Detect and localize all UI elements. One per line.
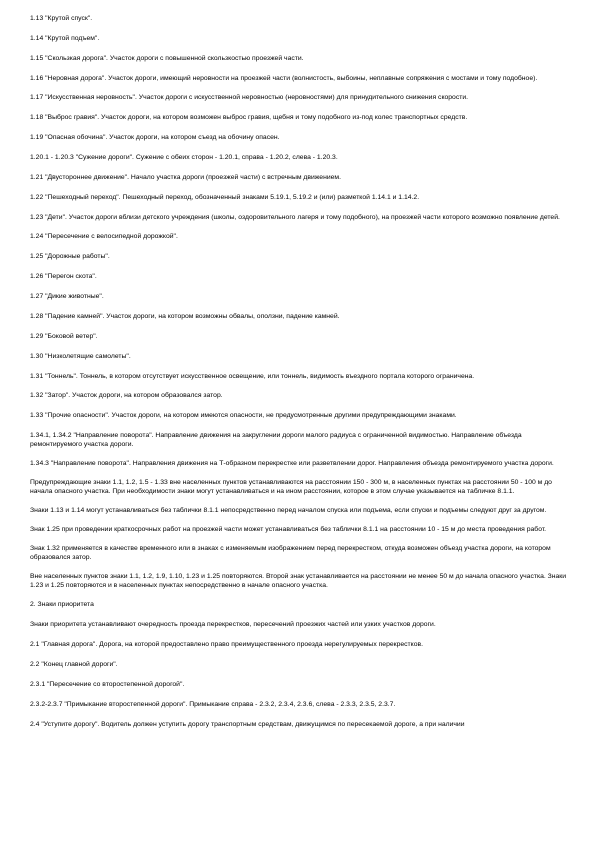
paragraph: 1.31 "Тоннель". Тоннель, в котором отсутствует искусственное освещение, или тоннель, видимость въездного портала которого ограничена. [30, 373, 475, 380]
paragraph: 1.19 "Опасная обочина". Участок дороги, на котором съезд на обочину опасен. [30, 134, 280, 141]
paragraph: Знак 1.25 при проведении краткосрочных работ на проезжей части может устанавливаться без таблички 8.1.1 на расстоянии 10 - 15 м до места проведения работ. [30, 526, 547, 533]
paragraph: 1.30 "Низколетящие самолеты". [30, 353, 131, 360]
paragraph: 1.16 "Неровная дорога". Участок дороги, имеющий неровности на проезжей части (волнистость, выбоины, неплавные сопряжения с мостами и тому подобное). [30, 75, 538, 82]
paragraph: 1.20.1 - 1.20.3 "Сужение дороги". Сужение с обеих сторон - 1.20.1, справа - 1.20.2, слева - 1.20.3. [30, 154, 338, 161]
section-heading: 2. Знаки приоритета [30, 601, 94, 608]
paragraph: Знак 1.32 применяется в качестве временного или в знаках с изменяемым изображением перед перекрестком, откуда возможен объезд участка дороги, на котором образовался затор. [30, 545, 551, 561]
paragraph: 1.28 "Падение камней". Участок дороги, на котором возможны обвалы, оползни, падение камней. [30, 313, 340, 320]
paragraph: 1.32 "Затор". Участок дороги, на котором образовался затор. [30, 392, 223, 399]
paragraph: 2.1 "Главная дорога". Дорога, на которой предоставлено право преимущественного проезда нерегулируемых перекрестков. [30, 641, 424, 648]
paragraph: Вне населенных пунктов знаки 1.1, 1.2, 1.9, 1.10, 1.23 и 1.25 повторяются. Второй знак устанавливается на расстоянии не менее 50 м до начала опасного участка. Знаки 1.23 и 1.25 повторяются и в населенных пунктах непосредственно в начале опасного участка. [30, 573, 567, 589]
paragraph: 1.18 "Выброс гравия". Участок дороги, на котором возможен выброс гравия, щебня и тому подобного из-под колес транспортных средств. [30, 114, 468, 121]
paragraph: 2.4 "Уступите дорогу". Водитель должен уступить дорогу транспортным средствам, движущимся по пересекаемой дороге, а при наличии [30, 721, 465, 728]
paragraph: 2.3.2-2.3.7 "Примыкание второстепенной дороги". Примыкание справа - 2.3.2, 2.3.4, 2.3.6, слева - 2.3.3, 2.3.5, 2.3.7. [30, 701, 396, 708]
paragraph: 1.14 "Крутой подъем". [30, 35, 100, 42]
paragraph: 2.3.1 "Пересечение со второстепенной дорогой". [30, 681, 185, 688]
paragraph: 1.29 "Боковой ветер". [30, 333, 98, 340]
paragraph: 1.15 "Скользкая дорога". Участок дороги с повышенной скользкостью проезжей части. [30, 55, 304, 62]
paragraph: 1.33 "Прочие опасности". Участок дороги, на котором имеются опасности, не предусмотренные другими предупреждающими знаками. [30, 412, 457, 419]
document-page [30, 14, 570, 740]
paragraph: 1.27 "Дикие животные". [30, 293, 104, 300]
paragraph: 1.24 "Пересечение с велосипедной дорожкой". [30, 233, 178, 240]
paragraph: Знаки приоритета устанавливают очередность проезда перекрестков, пересечений проезжих частей или узких участков дороги. [30, 621, 436, 628]
paragraph: 1.26 "Перегон скота". [30, 273, 97, 280]
paragraph: Знаки 1.13 и 1.14 могут устанавливаться без таблички 8.1.1 непосредственно перед началом спуска или подъема, если спуски и подъемы следуют друг за другом. [30, 507, 547, 514]
paragraph: 2.2 "Конец главной дороги". [30, 661, 118, 668]
paragraph: 1.25 "Дорожные работы". [30, 253, 110, 260]
paragraph: 1.34.1, 1.34.2 "Направление поворота". Направление движения на закруглении дороги малого радиуса с ограниченной видимостью. Направление объезда ремонтируемого участка дороги. [30, 432, 522, 448]
paragraph: 1.17 "Искусственная неровность". Участок дороги с искусственной неровностью (неровностями) для принудительного снижения скорости. [30, 94, 469, 101]
paragraph: 1.22 "Пешеходный переход". Пешеходный переход, обозначенный знаками 5.19.1, 5.19.2 и (или) разметкой 1.14.1 и 1.14.2. [30, 194, 420, 201]
paragraph: 1.34.3 "Направление поворота". Направления движения на Т-образном перекрестке или разветвлении дорог. Направления объезда ремонтируемого участка дороги. [30, 460, 554, 467]
paragraph: 1.23 "Дети". Участок дороги вблизи детского учреждения (школы, оздоровительного лагеря и тому подобного), на проезжей части которого возможно появление детей. [30, 214, 560, 221]
paragraph: 1.21 "Двустороннее движение". Начало участка дороги (проезжей части) с встречным движением. [30, 174, 341, 181]
paragraph: 1.13 "Крутой спуск". [30, 15, 93, 22]
paragraph: Предупреждающие знаки 1.1, 1.2, 1.5 - 1.33 вне населенных пунктов устанавливаются на расстоянии 150 - 300 м, в населенных пунктах на расстоянии 50 - 100 м до начала опасного участка. При необходимости знаки могут устанавливаться и на ином расстоянии, которое в этом случае указывается на табличке 8.1.1. [30, 479, 552, 495]
